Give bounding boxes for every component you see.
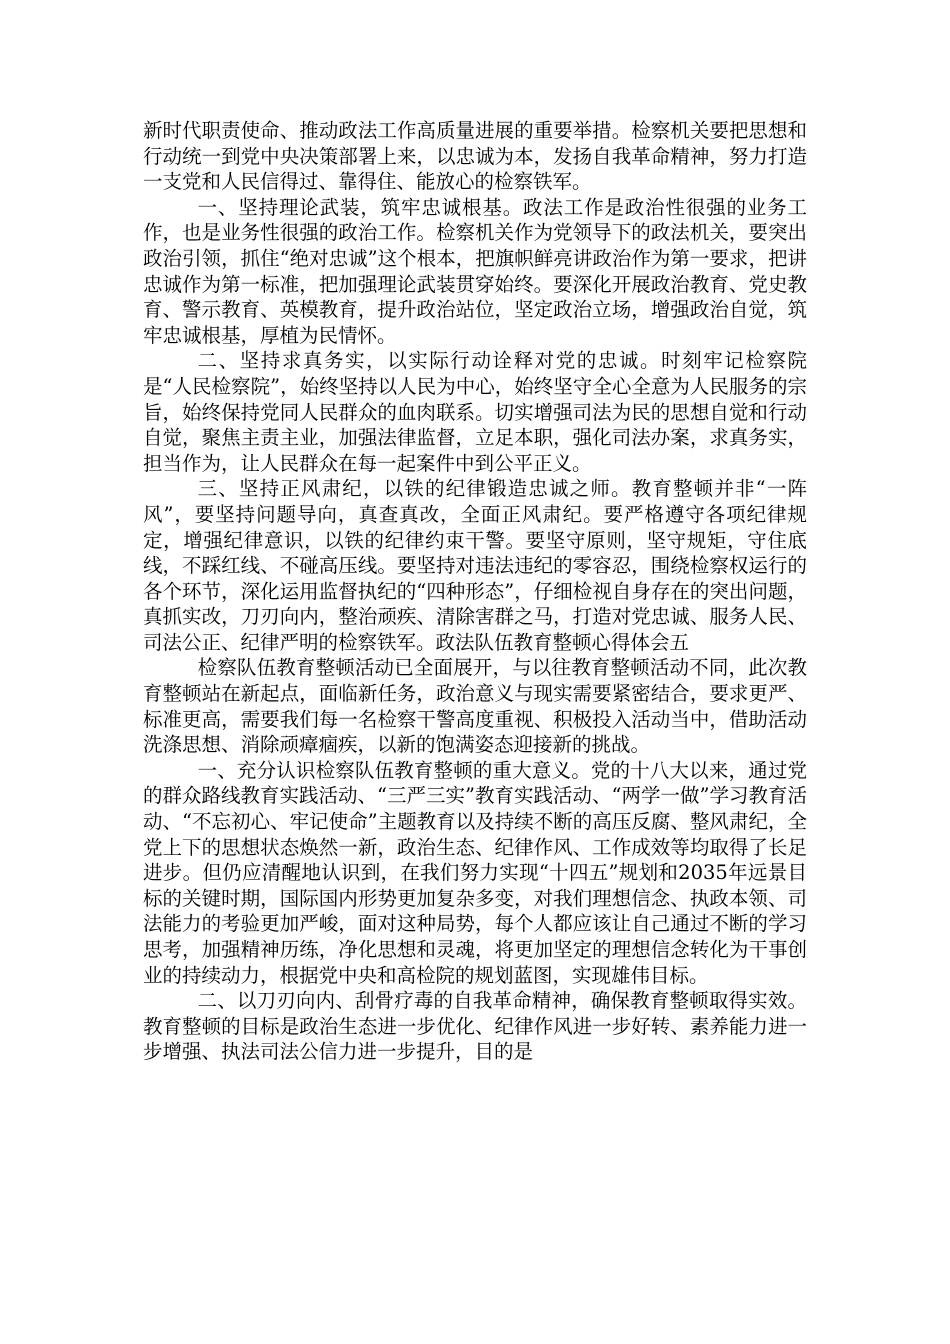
paragraph-self-revolution: 二、以刀刃向内、刮骨疗毒的自我革命精神，确保教育整顿取得实效。教育整顿的目标是政治生态进一步优化、纪律作风进一步好转、素养能力进一步增强、执法司法公信力进一步提升，目的是 xyxy=(143,989,807,1064)
paragraph-significance: 一、充分认识检察队伍教育整顿的重大意义。党的十八大以来，通过党的群众路线教育实践活动、“三严三实”教育实践活动、“两学一做”学习教育活动、“不忘初心、牢记使命”主题教育以及持续不断的高压反腐、整风肃纪，全党上下的思想状态焕然一新，政治生态、纪律作风、工作成效等均取得了长足进步。但仍应清醒地认识到，在我们努力实现“十四五”规划和2035年远景目标的关键时期，国际国内形势更加复杂多变，对我们理想信念、执政本领、司法能力的考验更加严峻，面对这种局势，每个人都应该让自己通过不断的学习思考，加强精神历练，净化思想和灵魂，将更加坚定的理想信念转化为干事创业的持续动力，根据党中央和高检院的规划蓝图，实现雄伟目标。 xyxy=(143,758,807,987)
paragraph-discipline: 三、坚持正风肃纪，以铁的纪律锻造忠诚之师。教育整顿并非“一阵风”，要坚持问题导向，真查真改，全面正风肃纪。要严格遵守各项纪律规定，增强纪律意识，以铁的纪律约束干警。要坚守原则，坚守规矩，守住底线，不踩红线、不碰高压线。要坚持对违法违纪的零容忍，围绕检察权运行的各个环节，深化运用监督执纪的“四种形态”，仔细检视自身存在的突出问题，真抓实改，刀刃向内，整治顽疾、清除害群之马，打造对党忠诚、服务人民、司法公正、纪律严明的检察铁军。政法队伍教育整顿心得体会五 xyxy=(143,477,807,654)
paragraph-pragmatism: 二、坚持求真务实，以实际行动诠释对党的忠诚。时刻牢记检察院是“人民检察院”，始终坚持以人民为中心，始终坚守全心全意为人民服务的宗旨，始终保持党同人民群众的血肉联系。切实增强司法为民的思想自觉和行动自觉，聚焦主责主业，加强法律监督，立足本职，强化司法办案，求真务实，担当作为，让人民群众在每一起案件中到公平正义。 xyxy=(143,349,807,475)
document-page xyxy=(143,118,807,1065)
paragraph-theory: 一、坚持理论武装，筑牢忠诚根基。政法工作是政治性很强的业务工作，也是业务性很强的政治工作。检察机关作为党领导下的政法机关，要突出政治引领，抓住“绝对忠诚”这个根本，把旗帜鲜亮讲政治作为第一要求，把讲忠诚作为第一标准，把加强理论武装贯穿始终。要深化开展政治教育、党史教育、警示教育、英模教育，提升政治站位，坚定政治立场，增强政治自觉，筑牢忠诚根基，厚植为民情怀。 xyxy=(143,195,807,347)
paragraph-intro: 新时代职责使命、推动政法工作高质量进展的重要举措。检察机关要把思想和行动统一到党中央决策部署上来，以忠诚为本，发扬自我革命精神，努力打造一支党和人民信得过、靠得住、能放心的检察铁军。 xyxy=(143,119,807,194)
paragraph-rectification-overview: 检察队伍教育整顿活动已全面展开，与以往教育整顿活动不同，此次教育整顿站在新起点，面临新任务，政治意义与现实需要紧密结合，要求更严、标准更高，需要我们每一名检察干警高度重视、积极投入活动当中，借助活动洗涤思想、消除顽瘴痼疾，以新的饱满姿态迎接新的挑战。 xyxy=(143,656,807,757)
